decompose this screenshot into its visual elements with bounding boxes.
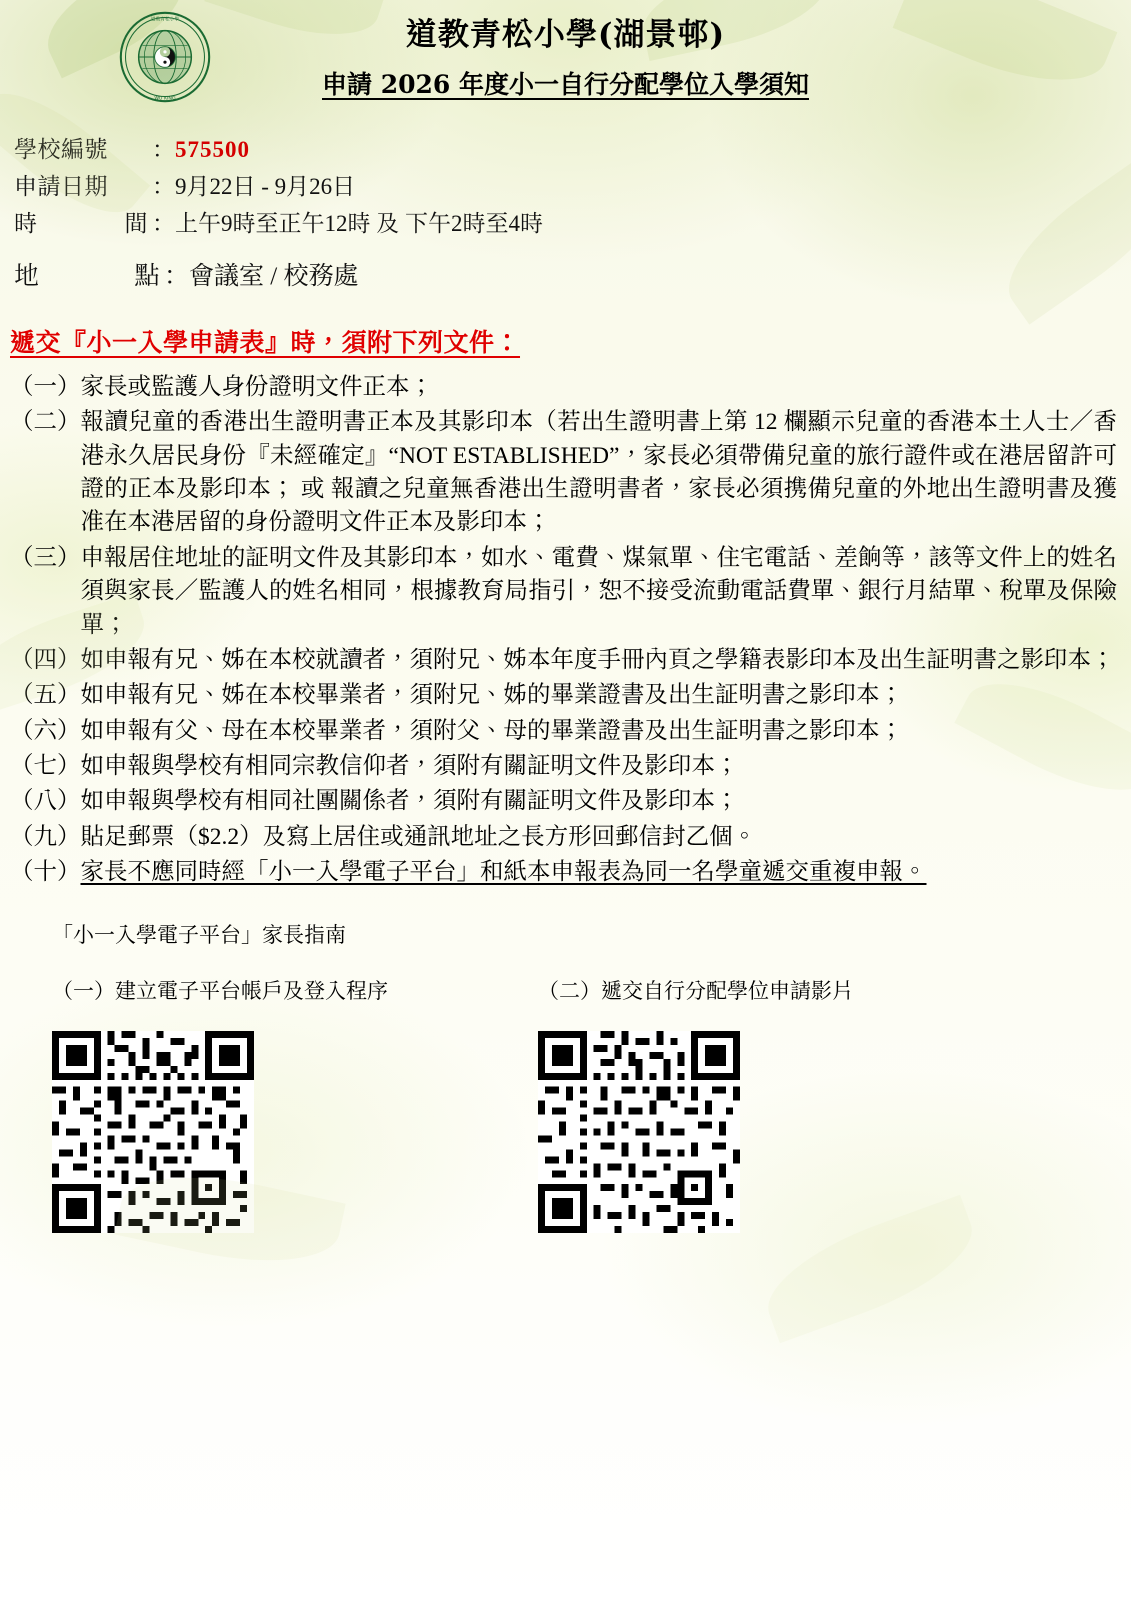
list-item-number: （二） [10, 409, 81, 436]
list-item-text: 家長或監護人身份證明文件正本； [80, 374, 433, 400]
school-crest-logo [118, 10, 212, 104]
eplatform-guide-section [0, 919, 1131, 1233]
info-row-time [14, 205, 1131, 242]
qr-caption: （一）建立電子平台帳戶及登入程序 [52, 979, 388, 1004]
list-item-text: 如申報與學校有相同社團關係者，須附有關証明文件及影印本； [80, 788, 739, 815]
list-item [10, 542, 1117, 642]
list-item-number: （三） [10, 544, 81, 571]
list-item-text: 如申報有兄、姊在本校就讀者，須附兄、姊本年度手冊內頁之學籍表影印本及出生証明書之影印本； [80, 646, 1115, 673]
required-documents-heading: 遞交『小一入學申請表』時，須附下列文件： [10, 330, 521, 357]
time-label-char2: 間 [124, 211, 148, 237]
list-item-text: 貼足郵票（$2.2）及寫上居住或通訊地址之長方形回郵信封乙個。 [80, 823, 757, 850]
school-number-value: 575500 [175, 136, 250, 162]
list-item [10, 750, 1117, 783]
info-row-application-date [14, 168, 1131, 205]
qr-block-account-setup [52, 975, 472, 1233]
list-item [10, 406, 1117, 539]
qr-block-application-video [538, 975, 958, 1233]
list-item [10, 715, 1117, 748]
document-header [0, 0, 1131, 101]
list-item-text: 家長不應同時經「小一入學電子平台」和紙本申報表為同一名學童遞交重複申報。 [80, 859, 927, 886]
place-label [14, 257, 164, 298]
school-number-label: 學校編號 [14, 136, 108, 162]
svg-text:道教青松小學: 道教青松小學 [150, 17, 180, 23]
qr-caption: （二）遞交自行分配學位申請影片 [538, 979, 853, 1004]
list-item-number: （四） [10, 646, 81, 673]
document-subtitle: 申請 2026 年度小一自行分配學位入學須知 [322, 69, 809, 99]
place-label-char1: 地 [14, 262, 40, 290]
svg-text:WU KING: WU KING [154, 96, 176, 102]
list-item-number: （七） [10, 752, 81, 779]
list-item [10, 785, 1117, 818]
list-item [10, 856, 1117, 889]
time-label [14, 205, 152, 242]
list-item-text: 報讀兒童的香港出生證明書正本及其影印本（若出生證明書上第 12 欄顯示兒童的香港本土人士／香港永久居民身份『未經確定』“NOT ESTABLISHED”，家長必須帶備兒童的旅行證件或在港居留許可證的正本及影印本； 或 報讀之兒童無香港出生證明書者，家長必須携備兒童的外地出生證明書及獲准在本港居留的身份證明文件正本及影印本； [80, 409, 1117, 536]
list-item-text: 申報居住地址的証明文件及其影印本，如水、電費、煤氣單、住宅電話、差餉等，該等文件上的姓名須與家長／監護人的姓名相同，根據教育局指引，恕不接受流動電話費單、銀行月結單、稅單及保險單； [80, 544, 1117, 638]
list-item [10, 821, 1117, 854]
list-item [10, 644, 1117, 677]
colon: ： [152, 136, 175, 162]
info-row-place [14, 257, 1131, 298]
application-date-value: 9月22日 - 9月26日 [175, 174, 356, 199]
info-row-school-number [14, 131, 1131, 168]
place-label-char2: 點 [134, 262, 160, 290]
time-value: 上午9時至正午12時 及 下午2時至4時 [175, 211, 543, 237]
list-item [10, 371, 1117, 404]
list-item-text: 如申報有父、母在本校畢業者，須附父、母的畢業證書及出生証明書之影印本； [80, 717, 903, 744]
time-label-char1: 時 [14, 211, 38, 237]
list-item-number: （九） [10, 823, 81, 850]
list-item-number: （八） [10, 788, 81, 815]
required-documents-list [10, 371, 1117, 889]
place-value: 會議室 / 校務處 [189, 262, 359, 290]
guide-title: 「小一入學電子平台」家長指南 [52, 923, 346, 948]
list-item-number: （五） [10, 682, 81, 709]
info-block [14, 131, 1131, 297]
list-item-number: （十） [10, 859, 81, 886]
colon: ： [164, 262, 190, 290]
list-item-text: 如申報有兄、姊在本校畢業者，須附兄、姊的畢業證書及出生証明書之影印本； [80, 682, 903, 709]
list-item-number: （一） [10, 374, 81, 400]
qr-code-row [52, 975, 1131, 1233]
qr-code-account-setup[interactable] [52, 1031, 254, 1233]
application-date-label: 申請日期 [14, 174, 108, 199]
list-item [10, 679, 1117, 712]
list-item-text: 如申報與學校有相同宗教信仰者，須附有關証明文件及影印本； [80, 752, 739, 779]
colon: ： [152, 211, 175, 237]
list-item-number: （六） [10, 717, 81, 744]
colon: ： [152, 174, 175, 199]
page-title: 道教青松小學(湖景邨) [405, 17, 726, 53]
qr-code-application-video[interactable] [538, 1031, 740, 1233]
